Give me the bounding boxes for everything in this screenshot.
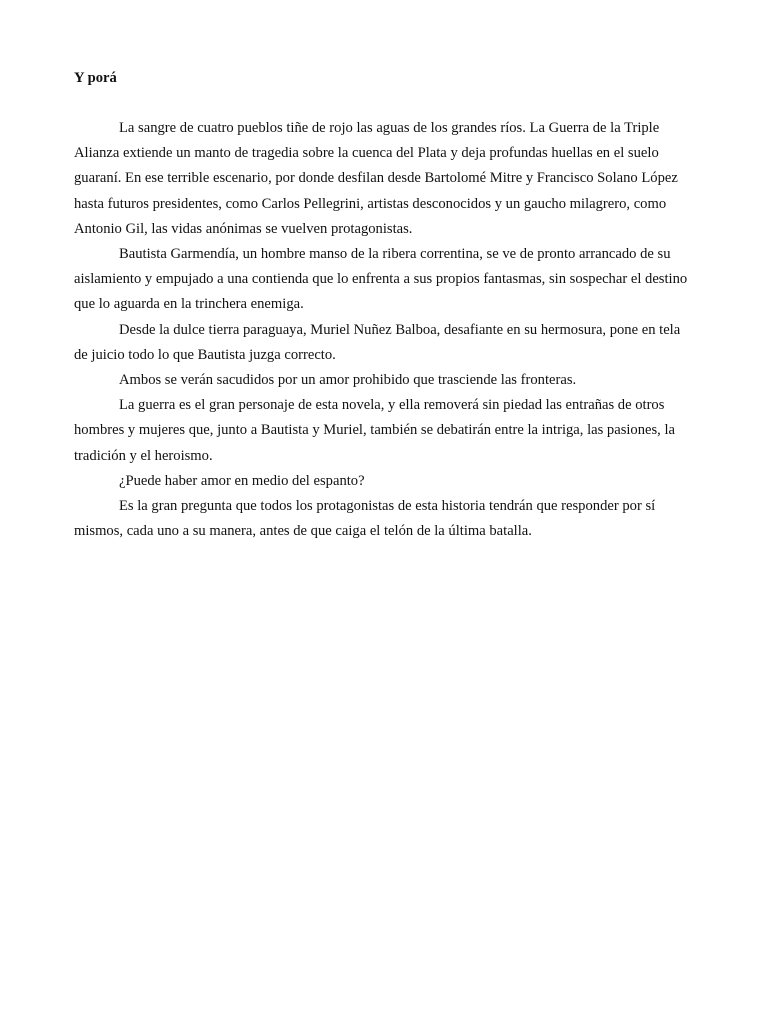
paragraph: Ambos se verán sacudidos por un amor prohibido que trasciende las fronteras. [119,372,577,389]
paragraph: Desde la dulce tierra paraguaya, Muriel Nuñez Balboa, desafiante en su hermosura, pone en tela de juicio todo lo que Bautista juzga correcto. [74,321,681,363]
paragraph: La sangre de cuatro pueblos tiñe de rojo las aguas de los grandes ríos. La Guerra de la Triple Alianza extiende un manto de tragedia sobre la cuenca del Plata y deja profundas huellas en el suelo guaraní. En ese terrible escenario, por donde desfilan desde Bartolomé Mitre y Francisco Solano López hasta futuros presidentes, como Carlos Pellegrini, artistas desconocidos y un gaucho milagrero, como Antonio Gil, las vidas anónimas se vuelven protagonistas. [74,120,678,237]
paragraph: Es la gran pregunta que todos los protagonistas de esta historia tendrán que responder por sí mismos, cada uno a su manera, antes de que caiga el telón de la última batalla. [74,498,656,540]
document-title: Y porá [74,70,117,86]
paragraph: Bautista Garmendía, un hombre manso de la ribera correntina, se ve de pronto arrancado de su aislamiento y empujado a una contienda que lo enfrenta a sus propios fantasmas, sin sospechar el destino que lo aguarda en la trinchera enemiga. [74,246,688,313]
document-body [74,66,696,544]
paragraph: ¿Puede haber amor en medio del espanto? [119,472,365,489]
paragraph: La guerra es el gran personaje de esta novela, y ella removerá sin piedad las entrañas de otros hombres y mujeres que, junto a Bautista y Muriel, también se debatirán entre la intriga, las pasiones, la tradición y el heroismo. [74,397,676,464]
